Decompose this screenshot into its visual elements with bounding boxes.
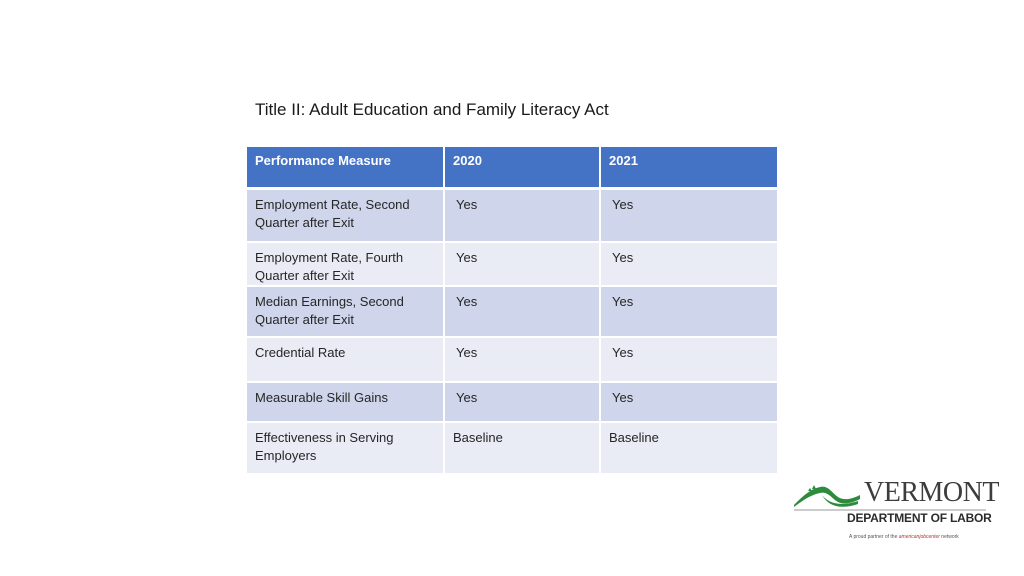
page-title: Title II: Adult Education and Family Literacy Act [255, 100, 609, 119]
value-2021-cell: Yes [600, 286, 777, 337]
value-2021-cell: Yes [600, 382, 777, 422]
value-2020-cell: Yes [444, 286, 600, 337]
table-row [247, 337, 777, 382]
header-2020: 2020 [444, 147, 600, 188]
performance-table [247, 147, 777, 475]
measure-cell: Employment Rate, Second Quarter after Exit [247, 188, 444, 242]
logo-vermont-text: VERMONT [864, 477, 999, 508]
value-2020-cell: Yes [444, 242, 600, 286]
ajc-brand: americanjobcenter [898, 534, 940, 540]
value-2021-cell: Yes [600, 337, 777, 382]
value-2020-cell: Yes [444, 337, 600, 382]
measure-cell: Effectiveness in Serving Employers [247, 422, 444, 474]
value-2021-cell: Yes [600, 242, 777, 286]
logo-partner-line: A proud partner of the americanjobcenter network [849, 534, 959, 540]
measure-cell: Measurable Skill Gains [247, 382, 444, 422]
value-2021-cell: Baseline [600, 422, 777, 474]
measure-cell: Median Earnings, Second Quarter after Exit [247, 286, 444, 337]
value-2021-cell: Yes [600, 188, 777, 242]
measure-cell: Credential Rate [247, 337, 444, 382]
logo-department-text: DEPARTMENT OF LABOR [847, 511, 992, 525]
measure-cell: Employment Rate, Fourth Quarter after Exit [247, 242, 444, 286]
vermont-dol-logo [792, 475, 999, 547]
value-2020-cell: Baseline [444, 422, 600, 474]
value-2020-cell: Yes [444, 188, 600, 242]
table-row [247, 286, 777, 337]
table-row [247, 422, 777, 474]
value-2020-cell: Yes [444, 382, 600, 422]
table-header-row [247, 147, 777, 188]
table-row [247, 188, 777, 242]
header-2021: 2021 [600, 147, 777, 188]
table-row [247, 242, 777, 286]
table-row [247, 382, 777, 422]
header-performance-measure: Performance Measure [247, 147, 444, 188]
